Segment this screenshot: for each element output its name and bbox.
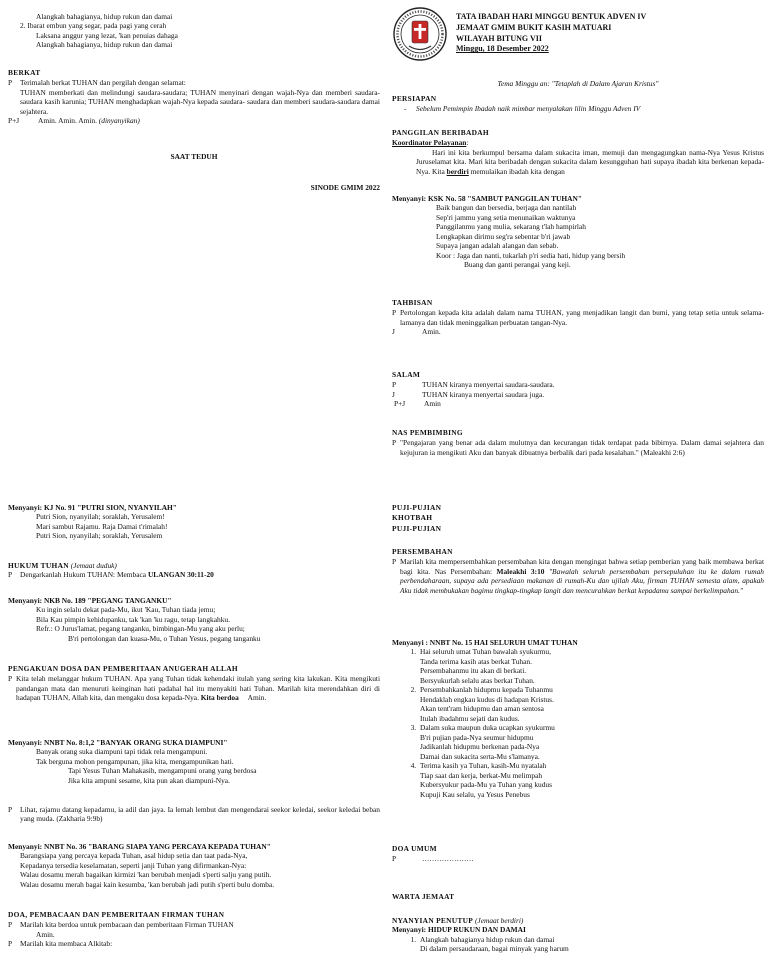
colon: : <box>466 138 469 148</box>
song-line: Alangkah bahagianya, hidup rukun dan damai <box>36 40 173 50</box>
left-column <box>8 0 380 978</box>
song-line: Sep'ri jammu yang setia menunaikan waktunya <box>436 212 576 222</box>
berkat-amin-row <box>8 116 380 125</box>
section-title: SALAM <box>392 370 421 379</box>
section-title: DOA UMUM <box>392 844 437 853</box>
berkat-text: TUHAN memberkati dan melindungi saudara-saudara; TUHAN menyinari dengan wajah-Nya dan memberi saudara-saudara kasih karunia; TUHAN menghadapkan wajah-Nya kepada saudara- saudara dan memberi saudara-saudara damai sejahtera. <box>20 87 380 116</box>
doa-text: Marilah kita berdoa untuk pembacaan dan pemberitaan Firman TUHAN <box>20 920 234 930</box>
salam-j-row <box>392 390 764 399</box>
section-title: PERSEMBAHAN <box>392 547 453 556</box>
pengakuan-row <box>8 674 380 702</box>
song-line: Supaya jangan adalah alangan dan sebab. <box>436 241 559 251</box>
song-line: Walau dosamu merah bagaikan kirmizi 'kan berubah menjadi s'perti salju yang putih. <box>20 870 272 880</box>
song-line: Damai dan sukacita serta-Mu s'lamanya. <box>420 751 540 761</box>
persiapan-section <box>392 94 764 114</box>
hukum-row <box>8 570 380 579</box>
menyanyi-label: Menyanyi <box>392 638 424 647</box>
menyanyi-barang-siapa <box>8 842 380 889</box>
section-title: PERSIAPAN <box>392 94 437 103</box>
lihat-section <box>8 805 380 824</box>
amin-note: (dinyanyikan) <box>98 116 140 126</box>
amin-text: Amin. <box>36 929 55 939</box>
role-tag: P <box>392 557 397 567</box>
header-line: WILAYAH BITUNG VII <box>456 33 542 43</box>
section-title: PANGGILAN BERIBADAH <box>392 128 489 137</box>
panggilan-text: Hari ini kita berkumpul bersama dalam sukacita iman, memuji dan mengagungkan nama-Nya Yesus Kristus Juruselamat kita. Mari kita beribadah dengan sukacita dalam kesungguhan hati supaya ibadah kita berkenan kepada-Nya. Kita <box>416 147 764 176</box>
section-note: (Jemaat duduk) <box>70 561 117 570</box>
song-line: 4. Terima kasih ya Tuhan, kasih-Mu nyatalah <box>420 761 547 771</box>
header-title <box>456 12 646 55</box>
verse-list <box>392 935 764 954</box>
role-tag: P <box>392 308 397 318</box>
song-line: Jadikanlah hidupmu berkenan pada-Nya <box>420 742 540 752</box>
khotbah-block <box>392 503 764 534</box>
scripture-ref: Maleakhi 3:10 <box>496 566 545 576</box>
scripture-ref: ULANGAN 30:11-20 <box>147 570 214 580</box>
berkat-intro: Terimalah berkat TUHAN dan pergilah dengan selamat: <box>20 78 186 88</box>
menyanyi-label: Menyanyi: <box>8 842 43 851</box>
panggilan-section <box>392 128 764 176</box>
salam-j-text: TUHAN kiranya menyertai saudara juga. <box>422 389 545 399</box>
doa-umum-row <box>392 854 764 863</box>
tahbisan-section <box>392 298 764 337</box>
verse <box>418 647 764 685</box>
right-column <box>392 0 764 978</box>
song-continuation <box>8 12 380 50</box>
role-tag: J <box>392 389 395 399</box>
song-line: Banyak orang suka diampuni tapi tidak rela mengampuni. <box>36 747 208 757</box>
menyanyi-sambut-panggilan <box>392 194 764 270</box>
menyanyi-label: Menyanyi: <box>8 738 43 747</box>
salam-section <box>392 370 764 409</box>
salam-p-row <box>392 380 764 389</box>
tahbisan-row <box>392 308 764 327</box>
persembahan-text: Marilah kita mempersembahkan persembahan kita dengan mengingat bahwa setiap pemberian yang baik membawa berkat bagi kita. Nas Persembahan: <box>400 557 764 576</box>
song-line: Mari sambut Rajamu. Raja Damai t'rimalah! <box>36 521 168 531</box>
role-tag: P <box>8 939 13 949</box>
menyanyi-putri-sion <box>8 503 380 541</box>
section-title: TAHBISAN <box>392 298 433 307</box>
role-tag: P <box>8 570 13 580</box>
song-line: Kepadanya tersedia keselamatan, seperti janji Tuhan yang difirmankan-Nya: <box>20 860 247 870</box>
song-line: 1. Hai seluruh umat Tuhan bawalah syukurmu, <box>420 647 551 657</box>
song-line: Buang dan ganti perangai yang keji. <box>464 260 571 270</box>
penutup-section <box>392 916 764 954</box>
salam-pj-text: Amin <box>424 399 441 409</box>
song-line: Putri Sion, nyanyilah; soraklah, Yerusalem <box>36 531 163 541</box>
menyanyi-label: Menyanyi: <box>8 596 43 605</box>
song-line: Bersyukurlah selalu atas berkat Tuhan. <box>420 675 535 685</box>
song-line: Di dalam persaudaraan, bagai minyak yang harum <box>420 944 569 954</box>
header-date: Minggu, 18 Desember 2022 <box>456 44 549 54</box>
menyanyi-label: Menyanyi: <box>392 925 427 935</box>
berdiri-label: berdiri <box>446 166 469 176</box>
song-line: Alangkah bahagianya, hidup rukun dan damai <box>36 12 173 21</box>
song-line: Koor : Jaga dan nanti, tukarlah p'ri sedia hati, hidup yang bersih <box>436 250 626 260</box>
hukum-tuhan-section <box>8 561 380 580</box>
warta-jemaat: WARTA JEMAAT <box>392 892 455 901</box>
header-line: JEMAAT GMIM BUKIT KASIH MATUARI <box>456 22 612 32</box>
song-line: Refr.: O Jurus'lamat, pegang tanganku, bimbingan-Mu yang aku perlu; <box>36 624 245 634</box>
section-note: (Jemaat berdiri) <box>474 916 524 925</box>
persembahan-section <box>392 547 764 595</box>
kita-berdoa: Kita berdoa <box>200 693 239 703</box>
role-tag: P <box>392 438 397 448</box>
song-line: Ku ingin selalu dekat pada-Mu, ikut 'Kau, Tuhan tiada jemu; <box>36 605 216 615</box>
puji-pujian-label: PUJI-PUJIAN <box>392 523 442 533</box>
song-title: NNBT No. 8:1,2 "BANYAK ORANG SUKA DIAMPUNI" <box>43 738 228 747</box>
doa-row-2 <box>8 939 380 948</box>
menyanyi-banyak-orang <box>8 738 380 785</box>
song-line: 3. Dalam suka maupun duka ucapkan syukurmu <box>420 723 555 733</box>
song-line: Akan tent'ram hidupmu dan aman sentosa <box>420 704 544 714</box>
song-line: Tapi Yesus Tuhan Mahakasih, mengampuni orang yang berdosa <box>68 766 257 776</box>
doa-umum-dots: ………………… <box>422 854 474 864</box>
role-tag: P <box>8 674 13 684</box>
verse <box>418 935 764 954</box>
lihat-text: Lihat, rajamu datang kepadamu, ia adil dan jaya. Ia lemah lembut dan mengendarai seekor keledai, seekor keledai beban yang muda. (Zakharia 9:9b) <box>20 805 380 824</box>
song-line: Barangsiapa yang percaya kepada Tuhan, asal hidup setia dan taat pada-Nya, <box>20 851 248 861</box>
persiapan-row <box>392 104 764 113</box>
song-line: Walau dosamu merah bagai kain kesumba, 'kan berubah jadi putih s'perti bulu domba. <box>20 879 275 889</box>
doa-text-2: Marilah kita membaca Alkitab: <box>20 939 113 949</box>
song-line: Jika kita ampuni sesame, kita pun akan diampuni-Nya. <box>68 775 230 785</box>
song-line: Panggilanmu yang mulia, sekarang t'lah hampirlah <box>436 222 586 232</box>
doa-pembacaan-section <box>8 910 380 949</box>
pengakuan-text: Kita telah melanggar hukum TUHAN. Apa yang Tuhan tidak kehendaki itulah yang sering kita lakukan. Kita mengikuti pandangan mata dan menuruti keinginan hati padahal hal itu menyakiti hati Tuhan. Marilah kita merendahkan diri di hadapan TUHAN, Allah kita, dan mengaku dosa kepada-Nya. <box>16 674 380 703</box>
verse <box>418 685 764 723</box>
song-title: : NNBT No. 15 HAI SELURUH UMAT TUHAN <box>425 638 578 647</box>
panggilan-text-end: memulaikan ibadah kita dengan <box>470 166 565 176</box>
amin-text: Amin. <box>422 327 441 337</box>
song-line: Tiap saat dan kerja, berkat-Mu melimpah <box>420 770 543 780</box>
role-tag: P <box>392 854 397 864</box>
tema-text: "Tetaplah di Dalam Ajaran Kristus" <box>551 79 659 88</box>
song-line: Bila Kau pimpin kehidupanku, tak 'kan 'ku ragu, tetap langkahku. <box>36 614 230 624</box>
song-title: HIDUP RUKUN DAN DAMAI <box>427 925 526 935</box>
nas-row <box>392 438 764 457</box>
nas-pembimbing-section <box>392 428 764 457</box>
song-line: 2. Persembahkanlah hidupmu kepada Tuhanmu <box>420 685 553 695</box>
amin-text: Amin. <box>247 693 267 703</box>
salam-pj-row <box>392 399 764 408</box>
menyanyi-pegang-tanganku <box>8 596 380 643</box>
tema-minggu <box>392 79 764 88</box>
verse <box>418 761 764 799</box>
lihat-row <box>8 805 380 824</box>
salam-p-text: TUHAN kiranya menyertai saudara-saudara. <box>422 380 555 390</box>
role-tag: P+J <box>8 116 20 126</box>
tahbisan-amin-row <box>392 327 764 336</box>
song-title: NKB No. 189 "PEGANG TANGANKU" <box>43 596 172 605</box>
section-title: BERKAT <box>8 68 41 77</box>
role-tag: P+J <box>394 399 406 409</box>
amin-text: Amin. Amin. Amin. <box>38 116 97 126</box>
bulletin-header <box>392 6 764 68</box>
khotbah-label: KHOTBAH <box>392 513 433 523</box>
song-line: Persembahanmu itu akan di berkati. <box>420 666 527 676</box>
gmim-seal-icon <box>392 6 448 62</box>
song-line: Putri Sion, nyanyilah; soraklah, Yerusalem! <box>36 512 165 522</box>
tahbisan-text: Pertolongan kepada kita adalah dalam nama TUHAN, yang menjadikan langit dan bumi, yang tetap setia untuk selama-lamanya dan tidak meninggalkan perbuatan tangan-Nya. <box>400 308 764 327</box>
role-tag: P <box>392 380 397 390</box>
song-line: 2. Ibarat embun yang segar, pada pagi yang cerah <box>20 21 167 31</box>
sinode-label: SINODE GMIM 2022 <box>310 183 380 192</box>
doa-row <box>8 920 380 929</box>
persembahan-row <box>392 557 764 595</box>
role-tag: J <box>392 327 395 337</box>
song-line: Itulah ibadahmu sejati dan kudus. <box>420 713 520 723</box>
menyanyi-label: Menyanyi: <box>392 194 427 203</box>
section-title: NYANYIAN PENUTUP <box>392 916 474 925</box>
section-title: HUKUM TUHAN <box>8 561 69 570</box>
koordinator-label: Koordinator Pelayanan <box>392 138 467 148</box>
song-title: KJ No. 91 "PUTRI SION, NYANYILAH" <box>43 503 177 512</box>
song-line: 1. Alangkah bahagianya hidup rukun dan damai <box>420 934 555 944</box>
section-title: NAS PEMBIMBING <box>392 428 463 437</box>
role-tag: P <box>8 920 13 930</box>
song-line: Lengkapkan dirimu seg'ra sebentar b'ri jawab <box>436 231 571 241</box>
song-line: Tanda terima kasih atas berkat Tuhan. <box>420 656 532 666</box>
verse <box>418 723 764 761</box>
menyanyi-label: Menyanyi: <box>8 503 43 512</box>
song-title: NNBT No. 36 "BARANG SIAPA YANG PERCAYA KEPADA TUHAN" <box>43 842 271 851</box>
verse-list <box>392 647 764 799</box>
persembahan-quote: "Bawalah seluruh persembahan persepuluhan itu ke dalam rumah perbendaharaan, supaya ada persediaan makanan di rumah-Ku dan ujilah Aku, firman TUHAN semesta alam, apakah Aku tidak membukakan bagimu tingkap-tingkap langit dan mencurahkan berkat kepadamu sampai berkelimpahan." <box>400 566 764 595</box>
role-tag: P <box>8 805 13 814</box>
song-line: Baik bangun dan bersedia, berjaga dan nantilah <box>436 203 577 213</box>
song-line: Kupuji Kau selalu, ya Yesus Penebus <box>420 789 530 799</box>
song-line: Hendaklah engkau kudus di hadapan Kristus. <box>420 694 554 704</box>
song-title: KSK No. 58 "SAMBUT PANGGILAN TUHAN" <box>427 194 582 203</box>
section-title: DOA, PEMBACAAN DAN PEMBERITAAN FIRMAN TUHAN <box>8 910 225 919</box>
song-line: Tak berguna mohon pengampunan, jika kita, mengampunikan hati. <box>36 756 234 766</box>
berkat-p-row <box>8 78 380 87</box>
menyanyi-hai-seluruh-umat <box>392 638 764 799</box>
header-line: TATA IBADAH HARI MINGGU BENTUK ADVEN IV <box>456 12 647 21</box>
section-title: PENGAKUAN DOSA DAN PEMBERITAAN ANUGERAH ALLAH <box>8 664 238 673</box>
nas-text: "Pengajaran yang benar ada dalam mulutnya dan kecurangan tidak terdapat pada bibirnya. Dalam damai sejahtera dan kejujuran ia mengikuti Aku dan banyak dibuatnya berbalik dari pada kesalahan." (Maleakhi 2:6) <box>400 438 764 457</box>
tema-label: Tema Minggu an: <box>497 79 550 88</box>
song-line: Kubersyukur pada-Mu ya Tuhan yang kudus <box>420 780 552 790</box>
hukum-text: Dengarkanlah Hukum TUHAN: Membaca <box>20 570 147 580</box>
doa-umum-section <box>392 844 764 864</box>
saat-teduh: SAAT TEDUH <box>170 152 218 161</box>
song-line: Laksana anggur yang lezat, 'kan penuias dahaga <box>36 30 178 40</box>
song-line: B'ri pertolongan dan kuasa-Mu, o Tuhan Yesus, pegang tanganku <box>68 633 261 643</box>
role-tag: P <box>8 78 13 88</box>
persiapan-text: Sebelum Pemimpin Ibadah naik mimbar menyalakan lilin Minggu Adven IV <box>416 104 641 114</box>
puji-pujian-label: PUJI-PUJIAN <box>392 503 442 512</box>
pengakuan-section <box>8 664 380 703</box>
berkat-section <box>8 68 380 126</box>
dash: - <box>404 104 407 114</box>
song-line: B'ri pujian pada-Nya seumur hidupmu <box>420 732 534 742</box>
